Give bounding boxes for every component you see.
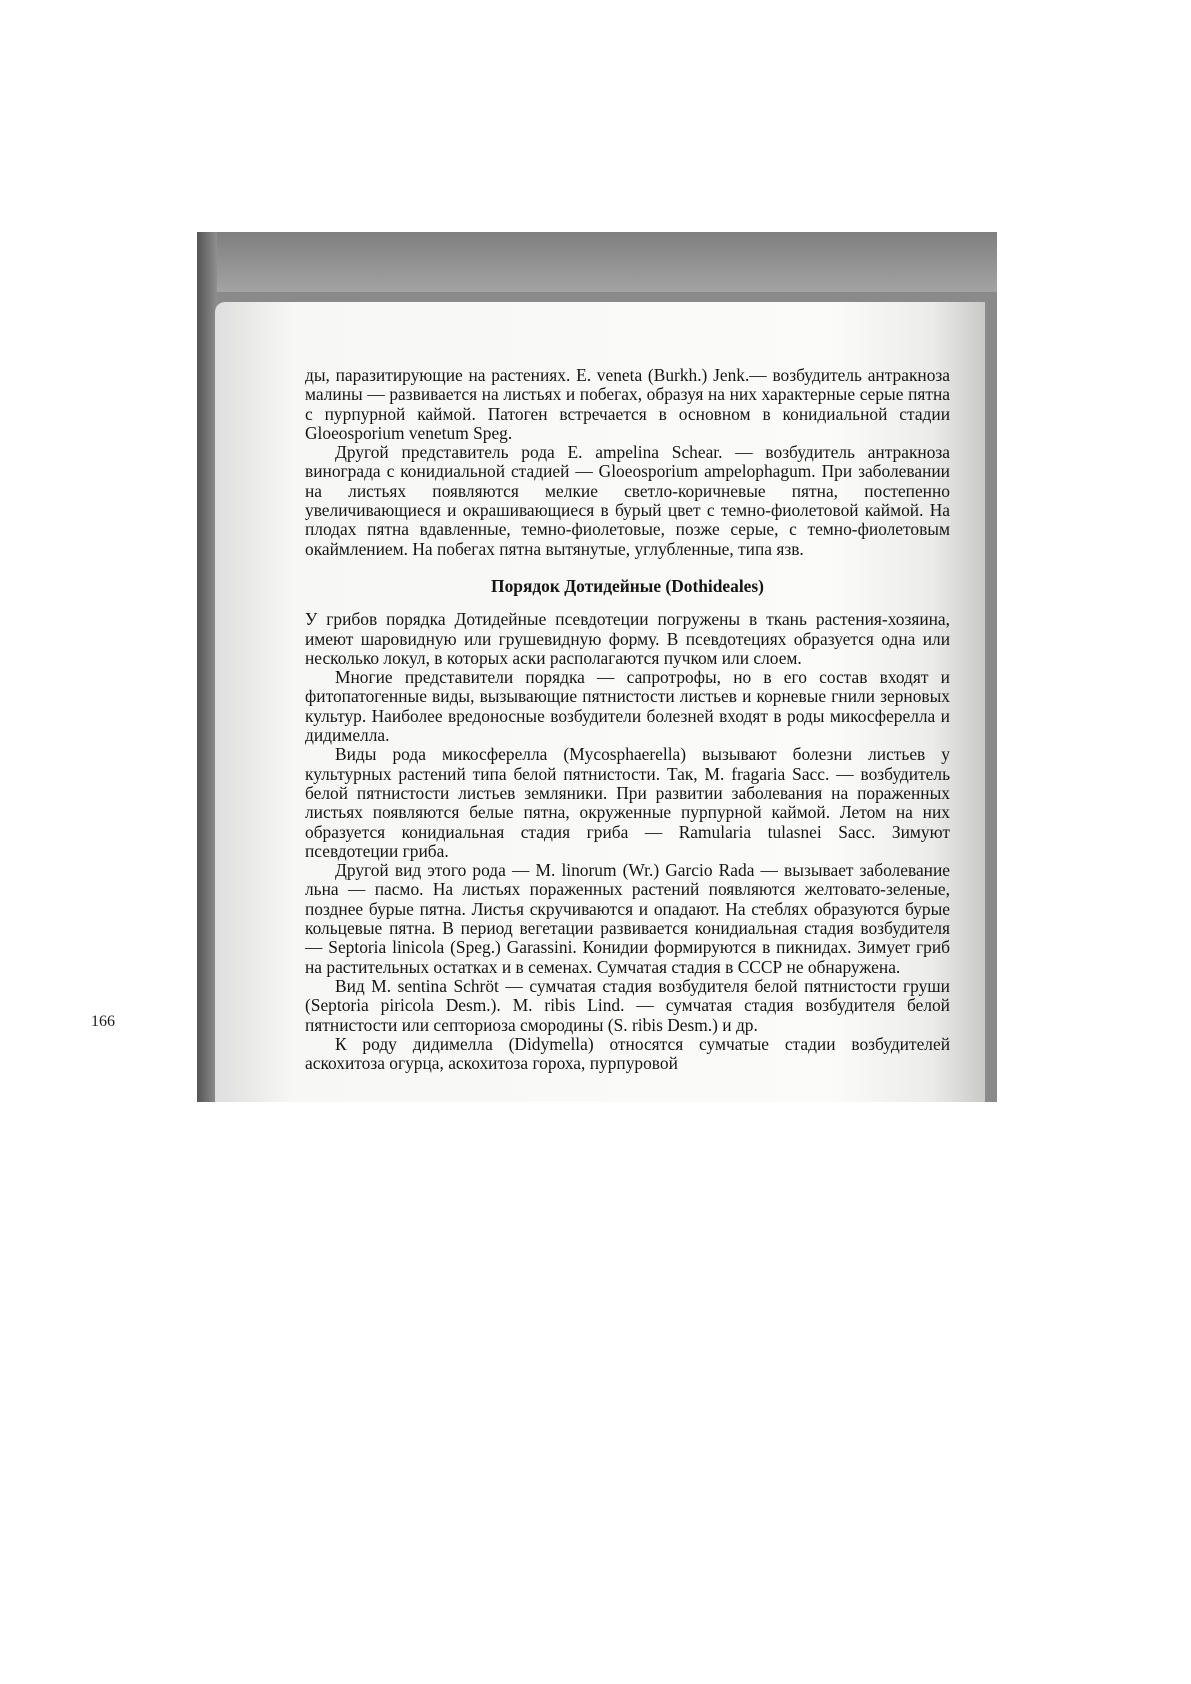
paragraph: У грибов порядка Дотидейные псевдотеции погружены в ткань растения-хозяина, имеют шаровидную или грушевидную форму. В псевдотециях образуется одна или несколько локул, в которых аски располагаются пучком или слоем. [305,609,950,668]
section-heading: Порядок Дотидейные (Dothideales) [491,575,764,596]
paragraph: Многие представители порядка — сапротрофы, но в его состав входят и фитопатогенные виды, вызывающие пятнистости листьев и корневые гнили зерновых культур. Наиболее вредоносные возбудители болезней входят в роды микосферелла и дидимелла. [305,667,950,746]
paragraph: ды, паразитирующие на растениях. E. veneta (Burkh.) Jenk.— возбудитель антракноза малины — развивается на листьях и побегах, образуя на них характерные серые пятна с пурпурной каймой. Патоген встречается в основном в конидиальной стадии Gloeosporium venetum Speg. [305,365,950,443]
page-number: 166 [91,1013,115,1030]
paragraph: Вид M. sentina Schröt — сумчатая стадия возбудителя белой пятнистости груши (Septoria piricola Desm.). M. ribis Lind. — сумчатая стадия возбудителя белой пятнистости или септориоза смородины (S. ribis Desm.) и др. [305,975,950,1035]
page-text [305,366,950,1073]
paragraph: Другой представитель рода E. ampelina Schear. — возбудитель антракноза винограда с конидиальной стадией — Gloeosporium ampelophagum. При заболевании на листьях появляются мелкие светло-коричневые пятна, постепенно увеличивающиеся и окрашивающиеся в бурый цвет с темно-фиолетовой каймой. На плодах пятна вдавленные, темно-фиолетовые, позже серые, с темно-фиолетовым окаймлением. На побегах пятна вытянутые, углубленные, типа язв. [305,442,950,559]
scanned-page-photo [197,232,997,1102]
paragraph: Другой вид этого рода — M. linorum (Wr.) Garcio Rada — вызывает заболевание льна — пасмо. На листьях пораженных растений появляются желтовато-зеленые, позднее бурые пятна. Листья скручиваются и опадают. На стеблях образуются бурые кольцевые пятна. В период вегетации развивается конидиальная стадия возбудителя — Septoria linicola (Speg.) Garassini. Конидии формируются в пикнидах. Зимует гриб на растительных остатках и в семенах. Сумчатая стадия в СССР не обнаружена. [305,860,950,977]
paragraph: К роду дидимелла (Didymella) относятся сумчатые стадии возбудителей аскохитоза огурца, аскохитоза гороха, пурпуровой [305,1033,950,1074]
scan-shadow-left [197,232,217,1102]
paragraph: Виды рода микосферелла (Mycosphaerella) вызывают болезни листьев у культурных растений типа белой пятнистости. Так, M. fragaria Sacc. — возбудитель белой пятнистости листьев земляники. При развитии заболевания на пораженных листьях появляются белые пятна, окруженные пурпурной каймой. Летом на них образуется конидиальная стадия гриба — Ramularia tulasnei Sacc. Зимуют псевдотеции гриба. [305,744,950,861]
book-page [215,302,985,1102]
scan-shadow-top [197,232,997,292]
